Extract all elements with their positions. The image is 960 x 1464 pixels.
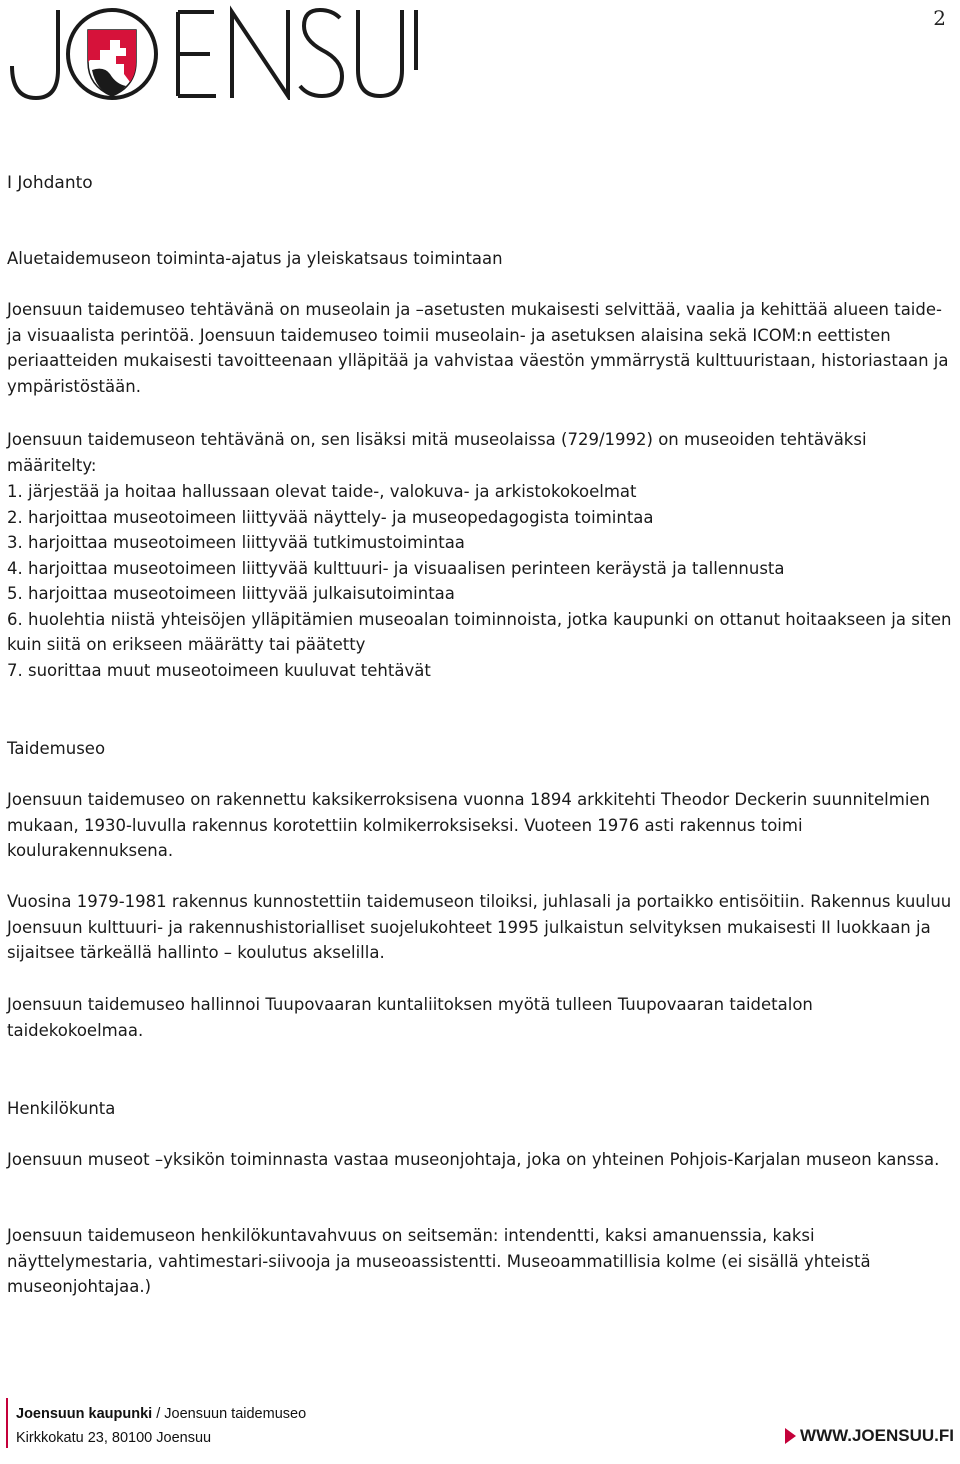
coat-of-arms-icon: [88, 30, 136, 96]
footer-accent-bar: [6, 1398, 8, 1448]
subheading-henkilokunta: Henkilökunta: [7, 1099, 116, 1118]
joensuu-logo: [6, 4, 426, 100]
list-item: 5. harjoittaa museotoimeen liittyvää julkaisutoimintaa: [7, 584, 455, 603]
list-item: 4. harjoittaa museotoimeen liittyvää kulttuuri- ja visuaalisen perinteen keräystä ja tallennusta: [7, 558, 785, 578]
list-item: 7. suorittaa muut museotoimeen kuuluvat tehtävät: [7, 660, 431, 680]
list-item: 1. järjestää ja hoitaa hallussaan olevat taide-, valokuva- ja arkistokokoelmat: [7, 482, 637, 501]
arrow-right-icon: [785, 1428, 796, 1444]
subheading-taidemuseo: Taidemuseo: [7, 739, 106, 758]
list-item: 2. harjoittaa museotoimeen liittyvää näyttely- ja museopedagogista toimintaa: [7, 507, 654, 527]
list-item: 3. harjoittaa museotoimeen liittyvää tutkimustoimintaa: [7, 533, 465, 552]
footer-unit: Joensuun taidemuseo: [164, 1406, 307, 1422]
footer-url-text: WWW.JOENSUU.FI: [800, 1426, 954, 1445]
paragraph-kunnostus: Vuosina 1979-1981 rakennus kunnostettiin taidemuseon tiloiksi, juhlasali ja portaikko entisöitiin. Rakennus kuuluu Joensuun kulttuuri- ja rakennushistorialliset suojelukohteet 1995 julkaistun selvityksen mukaisesti II luokkaan ja sijaitsee tärkeällä hallinto – koulutus akselilla.: [7, 892, 952, 962]
paragraph-tehtava: Joensuun taidemuseo tehtävänä on museolain ja –asetusten mukaisesti selvittää, vaalia ja kehittää alueen taide- ja visuaalista perintöä. Joensuun taidemuseo toimii museolain- ja asetuksen alaisina sekä ICOM:n eettisten periaatteiden mukaisesti tavoitteenaan ylläpitää ja vahvistaa väestön ymmärrystä kulttuuristaan, historiastaan ja ympäristöstään.: [7, 300, 949, 396]
paragraph-henkilokuntavahvuus: Joensuun taidemuseon henkilökuntavahvuus on seitsemän: intendentti, kaksi amanuenssia, kaksi näyttelymestaria, vahtimestari-siivooja ja museoassistentti. Museoammatillisia kolme (ei sisällä yhteistä museonjohtajaa.): [7, 1226, 871, 1296]
footer-website-link[interactable]: [785, 1426, 954, 1446]
footer-org: Joensuun kaupunki: [16, 1406, 153, 1422]
paragraph-museonjohtaja: Joensuun museot –yksikön toiminnasta vastaa museonjohtaja, joka on yhteinen Pohjois-Karjalan museon kanssa.: [7, 1150, 940, 1169]
footer-address: Kirkkokatu 23, 80100 Joensuu: [16, 1430, 212, 1446]
footer-address-block: [16, 1402, 306, 1450]
paragraph-tuupovaara: Joensuun taidemuseo hallinnoi Tuupovaaran kuntaliitoksen myötä tulleen Tuupovaaran taidetalon taidekokoelmaa.: [7, 995, 813, 1040]
page-number: 2: [933, 6, 946, 30]
subheading-toiminta-ajatus: Aluetaidemuseon toiminta-ajatus ja yleiskatsaus toimintaan: [7, 249, 503, 268]
list-item: 6. huolehtia niistä yhteisöjen ylläpitämien museoalan toiminnoista, jotka kaupunki on ottanut hoitaakseen ja siten kuin siitä on erikseen määrätty tai päätetty: [7, 609, 952, 654]
paragraph-rakennus: Joensuun taidemuseo on rakennettu kaksikerroksisena vuonna 1894 arkkitehti Theodor Deckerin suunnitelmien mukaan, 1930-luvulla rakennus korotettiin kolmikerroksiseksi. Vuoteen 1976 asti rakennus toimi koulurakennuksena.: [7, 790, 931, 860]
intro-heading: I Johdanto: [7, 173, 93, 193]
paragraph-maaritelty: Joensuun taidemuseon tehtävänä on, sen lisäksi mitä museolaissa (729/1992) on museoiden tehtäväksi määritelty:: [7, 430, 867, 475]
task-list: [7, 479, 952, 683]
footer-separator: /: [152, 1406, 165, 1422]
